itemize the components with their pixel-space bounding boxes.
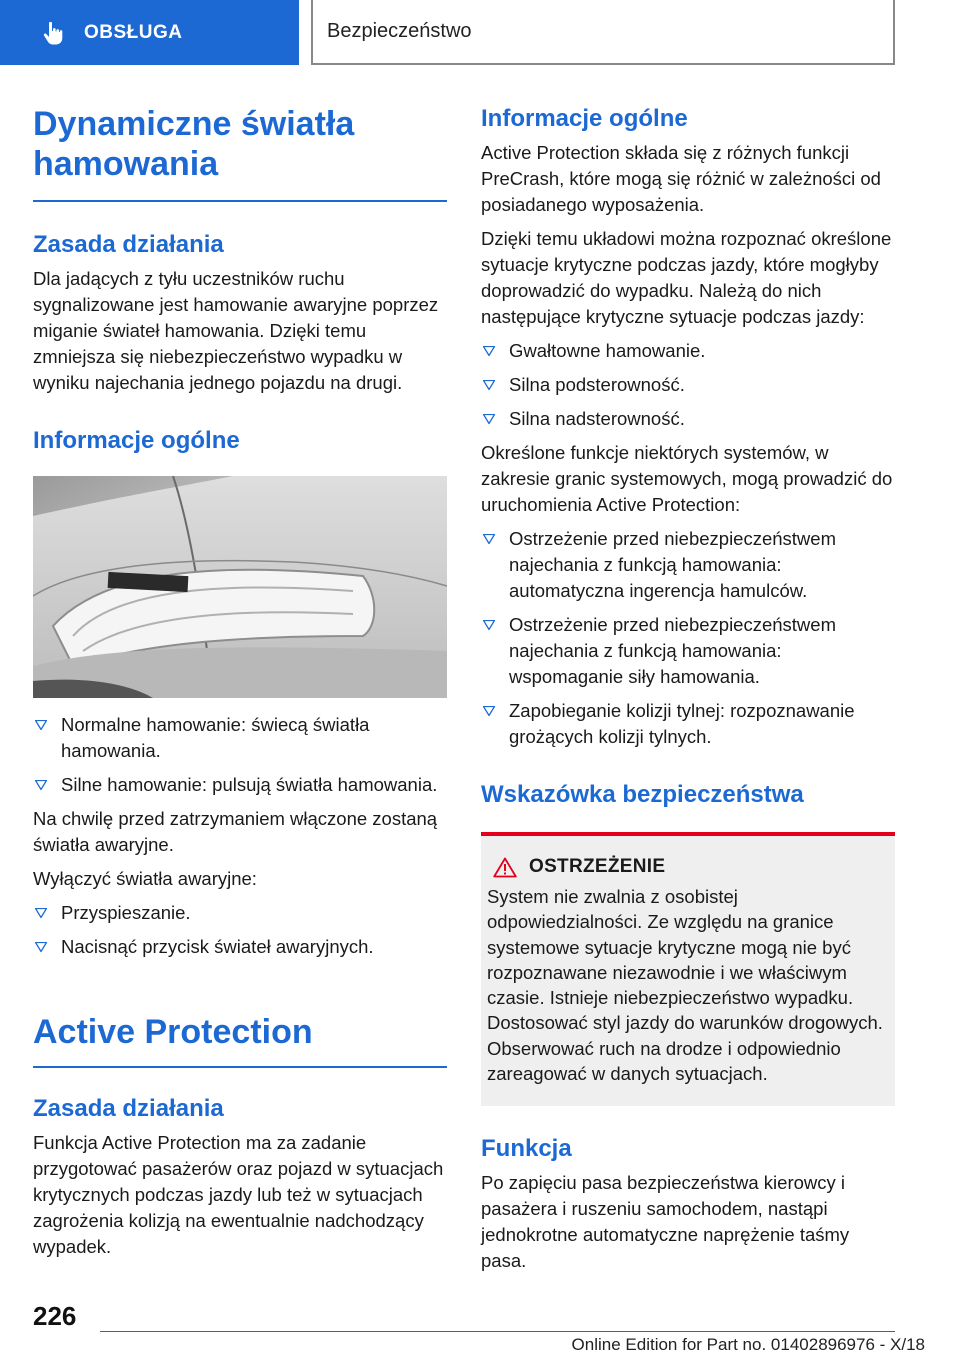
list-item: Ostrzeżenie przed niebezpieczeństwem najechania z funkcją hamowania: wspomaganie siły hamowania. [481,612,895,690]
bullet-list [33,712,447,798]
paragraph: Po zapięciu pasa bezpieczeństwa kierowcy i pasażera i ruszeniu samochodem, nastąpi jednokrotne automatyczne naprężenie taśmy pasa. [481,1172,850,1272]
triangle-bullet-icon [483,706,495,716]
paragraph: Wyłączyć światła awaryjne: [33,868,257,889]
subsection-heading: Informacje ogólne [33,427,240,454]
subsection-heading: Funkcja [481,1135,572,1163]
triangle-bullet-icon [35,720,47,730]
title-rule [33,200,447,202]
list-item: Ostrzeżenie przed niebezpieczeństwem najechania z funkcją hamowania: automatyczna ingerencja hamulców. [481,526,895,604]
subsection-heading: Zasada działania [33,231,224,258]
list-item: Silna nadsterowność. [481,406,895,432]
warning-title: OSTRZEŻENIE [529,856,666,877]
section-title: Active Protection [33,1013,313,1051]
paragraph: Funkcja Active Protection ma za zadanie przygotować pasażerów oraz pojazd w sytuacjach krytycznych podczas jazdy lub też w sytuacjach zagrożenia kolizją na ewentualnie nadchodzący wypadek. [33,1132,444,1257]
title-rule [33,1066,447,1068]
right-column [481,104,895,1274]
bullet-list [33,900,447,960]
triangle-bullet-icon [483,620,495,630]
list-item: Silne hamowanie: pulsują światła hamowania. [33,772,447,798]
chapter-title: Bezpieczeństwo [311,0,895,65]
list-item: Zapobieganie kolizji tylnej: rozpoznawanie grożących kolizji tylnych. [481,698,895,750]
bullet-list [481,338,895,432]
paragraph: Na chwilę przed zatrzymaniem włączone zostaną światła awaryjne. [33,808,438,855]
footer-edition: Online Edition for Part no. 01402896976 - X/18 [571,1335,925,1354]
section-tab[interactable] [0,0,299,65]
triangle-bullet-icon [483,534,495,544]
triangle-bullet-icon [35,942,47,952]
footer-rule [100,1331,895,1332]
warning-triangle-icon [493,857,517,878]
subsection-heading: Zasada działania [33,1095,224,1122]
subsection-heading: Informacje ogólne [481,105,688,132]
section-title: Dynamiczne światła hamowania [33,105,355,183]
triangle-bullet-icon [35,908,47,918]
section-tab-label: OBSŁUGA [84,21,183,43]
paragraph: Dla jadących z tyłu uczestników ruchu sygnalizowane jest hamowanie awaryjne poprzez miganie świateł hamowania. Dzięki temu zmniejsza się niebezpieczeństwo wypadku w wyniku najechania jednego pojazdu na drugi. [33,268,439,393]
page-number: 226 [33,1301,77,1331]
triangle-bullet-icon [483,346,495,356]
triangle-bullet-icon [483,380,495,390]
hand-pointer-icon [40,20,66,46]
list-item: Przyspieszanie. [33,900,447,926]
warning-text: System nie zwalnia z osobistej odpowiedzialności. Ze względu na granice systemowe sytuacje krytyczne mogą nie być rozpoznawane niezawodnie i we właściwym czasie. Istnieje niebezpieczeństwo wypadku. Dostosować styl jazdy do warunków drogowych. Obserwować ruch na drodze i odpowiednio zareagować w danych sytuacjach. [487,886,883,1085]
list-item: Silna podsterowność. [481,372,895,398]
paragraph: Dzięki temu układowi można rozpoznać określone sytuacje krytyczne podczas jazdy, które mogłyby doprowadzić do wypadku. Należą do nich następujące krytyczne sytuacje podczas jazdy: [481,228,892,327]
tail-light-photo [33,476,447,698]
list-item: Nacisnąć przycisk świateł awaryjnych. [33,934,447,960]
left-column [33,104,447,1260]
triangle-bullet-icon [483,414,495,424]
warning-box [481,832,895,1106]
paragraph: Określone funkcje niektórych systemów, w zakresie granic systemowych, mogą prowadzić do uruchomienia Active Protection: [481,442,893,515]
bullet-list [481,526,895,750]
warning-header [493,856,887,878]
list-item: Normalne hamowanie: świecą światła hamowania. [33,712,447,764]
subsection-heading: Wskazówka bezpieczeństwa [481,781,804,808]
triangle-bullet-icon [35,780,47,790]
paragraph: Active Protection składa się z różnych funkcji PreCrash, które mogą się różnić w zależności od posiadanego wyposażenia. [481,142,881,215]
list-item: Gwałtowne hamowanie. [481,338,895,364]
